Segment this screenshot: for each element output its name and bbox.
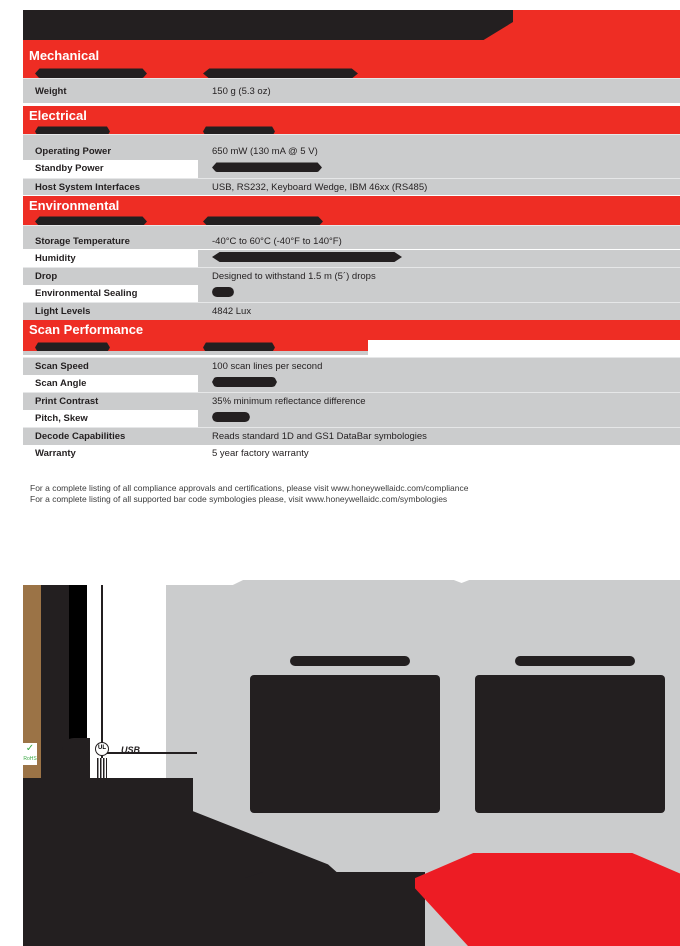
spec-row-scan-angle <box>23 375 680 393</box>
spec-label: Print Contrast <box>35 396 99 407</box>
spec-row-environmental-sealing <box>23 285 680 303</box>
spec-label: Weight <box>35 86 67 97</box>
spec-value: 100 scan lines per second <box>212 361 323 372</box>
spec-value: Designed to withstand 1.5 m (5´) drops <box>212 271 376 282</box>
footnote-symbologies: For a complete listing of all supported bar code symbologies please, visit www.honeywellaidc.com/symbologies <box>30 494 448 504</box>
spec-row-storage-temperature <box>23 225 680 249</box>
divider-line-vertical <box>101 585 103 765</box>
spec-row-scan-speed <box>23 357 680 375</box>
spec-row-weight <box>23 78 680 103</box>
performance-table-right-redacted <box>475 675 665 813</box>
spec-label: Environmental Sealing <box>35 287 138 299</box>
bottom-lower-block <box>245 872 425 946</box>
spec-value: 4842 Lux <box>212 306 252 317</box>
spec-label: Humidity <box>35 252 76 264</box>
spec-label: Scan Speed <box>35 361 89 372</box>
spec-value: -40°C to 60°C (-40°F to 140°F) <box>212 236 342 247</box>
bottom-block-edge <box>180 778 192 808</box>
spec-value: USB, RS232, Keyboard Wedge, IBM 46xx (RS485) <box>212 181 428 193</box>
spec-row-light-levels <box>23 302 680 320</box>
spec-label: Standby Power <box>35 163 104 174</box>
spec-label: Operating Power <box>35 146 112 157</box>
section-header-scan-performance: Scan Performance <box>23 320 680 340</box>
ul-listed-icon: UL <box>95 742 109 756</box>
spec-row-drop <box>23 267 680 285</box>
spec-value: Reads standard 1D and GS1 DataBar symbologies <box>212 431 427 442</box>
spec-value: 650 mW (130 mA @ 5 V) <box>212 146 318 157</box>
spec-row-host-interfaces <box>23 178 680 196</box>
usb-logo-icon: USB <box>121 745 141 755</box>
barcode-icon <box>97 758 107 778</box>
performance-title-left-redacted <box>290 656 410 666</box>
spec-row-pitch-skew <box>23 410 680 428</box>
spec-label: Light Levels <box>35 306 91 317</box>
spec-label: Host System Interfaces <box>35 181 141 193</box>
spec-value-redacted <box>212 377 277 387</box>
performance-title-right-redacted <box>515 656 635 666</box>
spec-row-redacted <box>23 126 680 134</box>
performance-table-left-redacted <box>250 675 440 813</box>
spec-value: 35% minimum reflectance difference <box>212 396 366 407</box>
spec-row-redacted <box>23 340 368 351</box>
spec-row-decode-capabilities <box>23 427 680 445</box>
row-divider <box>23 351 368 355</box>
section-header-environmental: Environmental <box>23 196 680 216</box>
section-header-electrical: Electrical <box>23 106 680 126</box>
spec-value: 150 g (5.3 oz) <box>212 86 271 97</box>
rohs-badge-icon: ✓ RoHS <box>23 743 37 765</box>
footnote-compliance: For a complete listing of all compliance approvals and certifications, please visit www.honeywellaidc.com/compliance <box>30 483 469 493</box>
spec-value-redacted <box>212 252 402 262</box>
spec-label: Scan Angle <box>35 377 87 389</box>
section-header-mechanical: Mechanical <box>23 46 680 66</box>
spec-value-redacted <box>212 412 250 422</box>
spec-label: Drop <box>35 271 58 282</box>
spec-row-standby-power <box>23 160 680 178</box>
divider-line-horizontal <box>103 752 197 754</box>
spec-row-humidity <box>23 250 680 268</box>
spec-value-redacted <box>212 287 234 297</box>
title-redacted <box>23 10 513 40</box>
spec-label: Pitch, Skew <box>35 412 88 424</box>
spec-label: Decode Capabilities <box>35 431 126 442</box>
certification-mark-redacted <box>62 738 90 778</box>
spec-row-print-contrast <box>23 392 680 410</box>
spec-value-redacted <box>212 162 322 172</box>
spec-row-redacted <box>23 66 680 78</box>
spec-row-operating-power <box>23 134 680 160</box>
spec-row-redacted <box>23 216 680 225</box>
spec-value: 5 year factory warranty <box>212 447 309 459</box>
spec-label: Warranty <box>35 447 76 459</box>
spec-row-warranty <box>23 445 680 463</box>
spec-label: Storage Temperature <box>35 236 130 247</box>
bottom-block-redacted <box>23 778 193 946</box>
